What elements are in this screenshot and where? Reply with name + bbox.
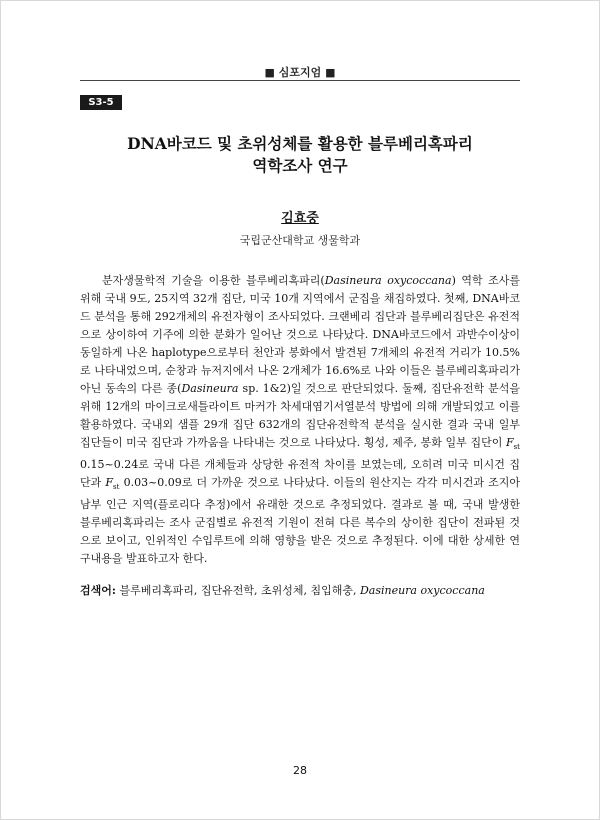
fst-symbol: F [505, 436, 514, 449]
title-line-1: DNA바코드 및 초위성체를 활용한 블루베리혹파리 [127, 134, 473, 153]
abstract-text-5: 0.03~0.09로 더 가까운 것으로 나타났다. 이들의 원산지는 각각 미시건과 조지아 남부 인근 지역(플로리다 추정)에서 유래한 것으로 추정되었다. 결과로 볼 때, 국내 발생한 블루베리혹파리는 조사 군집별로 유전적 기원이 전혀 다른 복수의 상이한 집단이 전파된 것으로 보이고, 인위적인 수입루트에 의해 영향을 받은 것으로 추정된다. 이에 대한 상세한 연구내용을 발표하고자 한다. [80, 476, 520, 566]
page-number: 28 [293, 764, 307, 777]
fst-subscript-2: st [113, 483, 120, 492]
author-name: 김효중 [281, 211, 319, 226]
paper-title [80, 133, 520, 177]
genus-name: Dasineura [181, 382, 239, 395]
header-rule [80, 80, 520, 81]
abstract-text-2: ) 역학 조사를 위해 국내 9도, 25지역 32개 집단, 미국 10개 지역에서 군집을 채집하였다. 첫째, DNA바코드 분석을 통해 292개체의 유전자형이 조사되었다. 크랜베리 집단과 블루베리집단은 유전적으로 상이하여 기주에 의한 분화가 일어난 것으로 나타났다. DNA바코드에서 과반수이상이 동일하게 나온 haplotype으로부터 천안과 봉화에서 발견된 7개체의 유전적 거리가 10.5%로 나타내었으며, 순창과 뉴저지에서 나온 2개체가 16.6%로 나와 이들은 블루베리혹파리가 아닌 동속의 다른 종( [80, 274, 520, 395]
fst-subscript: st [513, 443, 520, 452]
keywords-species: Dasineura oxycoccana [359, 584, 485, 597]
keywords-label: 검색어: [80, 584, 116, 597]
session-code-badge: S3-5 [80, 95, 122, 110]
title-line-2: 역학조사 연구 [252, 156, 348, 175]
species-name: Dasineura oxycoccana [324, 274, 452, 287]
keywords [80, 582, 520, 600]
section-header: ■ 심포지엄 ■ [264, 66, 336, 79]
abstract-text-1: 분자생물학적 기술을 이용한 블루베리혹파리( [102, 274, 325, 287]
fst-symbol-2: F [105, 476, 114, 490]
abstract-text-3: sp. 1&2)일 것으로 판단되었다. 둘째, 집단유전학 분석을 위해 12개의 마이크로새틀라이트 마커가 차세대염기서열분석 방법에 의해 개발되었고 이를 활용하였다. 국내외 샘플 29개 집단 632개의 집단유전학적 분석을 실시한 결과 국내 일부 집단들이 미국 집단과 가까움을 나타내는 것으로 나타났다. 횡성, 제주, 봉화 일부 집단이 [80, 382, 520, 449]
author-affiliation: 국립군산대학교 생물학과 [239, 234, 361, 247]
abstract-text-4: 0.15~0.24로 국내 다른 개체들과 상당한 유전적 차이를 보였는데, 오히려 미국 미시건 집단과 [80, 458, 520, 490]
keywords-list: 블루베리혹파리, 집단유전학, 초위성체, 침입해충, [115, 584, 360, 597]
abstract-body [80, 272, 520, 568]
